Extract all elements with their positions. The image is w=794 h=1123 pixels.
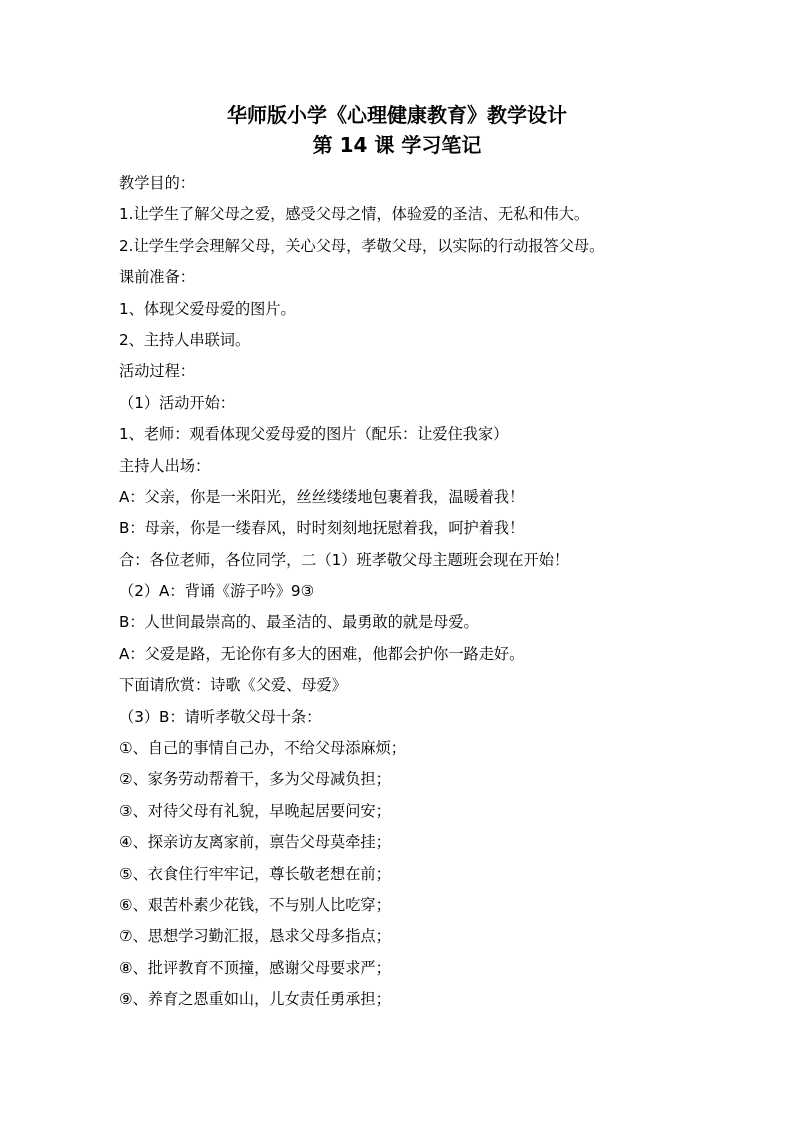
paragraph-line: A：父亲，你是一米阳光，丝丝缕缕地包裹着我，温暖着我！	[119, 487, 525, 506]
document-title: 华师版小学《心理健康教育》教学设计	[227, 103, 567, 127]
paragraph-line: 课前准备：	[119, 268, 195, 287]
list-item: ④、探亲访友离家前，禀告父母莫牵挂；	[119, 833, 391, 852]
paragraph-line: 1.让学生了解父母之爱，感受父母之情，体验爱的圣洁、无私和伟大。	[119, 205, 590, 224]
list-item: ⑥、艰苦朴素少花钱，不与别人比吃穿；	[119, 895, 391, 914]
paragraph-line: 下面请欣赏：诗歌《父爱、母爱》	[119, 676, 347, 695]
list-item: ⑨、养育之恩重如山，儿女责任勇承担；	[119, 990, 391, 1009]
list-item: ⑧、批评教育不顶撞，感谢父母要求严；	[119, 958, 391, 977]
paragraph-line: 合：各位老师，各位同学，二（1）班孝敬父母主题班会现在开始！	[119, 550, 570, 569]
paragraph-line: 1、体现父爱母爱的图片。	[119, 299, 296, 318]
paragraph-line: A：父爱是路，无论你有多大的困难，他都会护你一路走好。	[119, 644, 525, 663]
paragraph-line: B：人世间最崇高的、最圣洁的、最勇敢的就是母爱。	[119, 613, 479, 632]
paragraph-line: B：母亲，你是一缕春风，时时刻刻地抚慰着我，呵护着我！	[119, 519, 525, 538]
paragraph-line: 活动过程：	[119, 362, 195, 381]
paragraph-line: 教学目的：	[119, 174, 195, 192]
lesson-subtitle: 第 14 课 学习笔记	[312, 133, 482, 157]
paragraph-line: （1）活动开始：	[119, 393, 235, 412]
paragraph-line: 2、主持人串联词。	[119, 330, 251, 349]
list-item: ⑤、衣食住行牢牢记，尊长敬老想在前；	[119, 864, 391, 883]
list-item: ①、自己的事情自己办，不给父母添麻烦；	[119, 739, 406, 758]
document-body	[119, 168, 759, 1016]
paragraph-line: 1、老师：观看体现父爱母爱的图片（配乐：让爱住我家）	[119, 425, 509, 444]
paragraph-line: （3）B：请听孝敬父母十条：	[119, 707, 322, 726]
paragraph-line: （2）A：背诵《游子吟》9③	[119, 582, 315, 601]
list-item: ⑦、思想学习勤汇报，恳求父母多指点；	[119, 927, 391, 946]
paragraph-line: 主持人出场：	[119, 456, 211, 475]
paragraph-line: 2.让学生学会理解父母，关心父母，孝敬父母，以实际的行动报答父母。	[119, 236, 605, 255]
list-item: ③、对待父母有礼貌，早晚起居要问安；	[119, 801, 391, 820]
list-item: ②、家务劳动帮着干，多为父母减负担；	[119, 770, 391, 789]
